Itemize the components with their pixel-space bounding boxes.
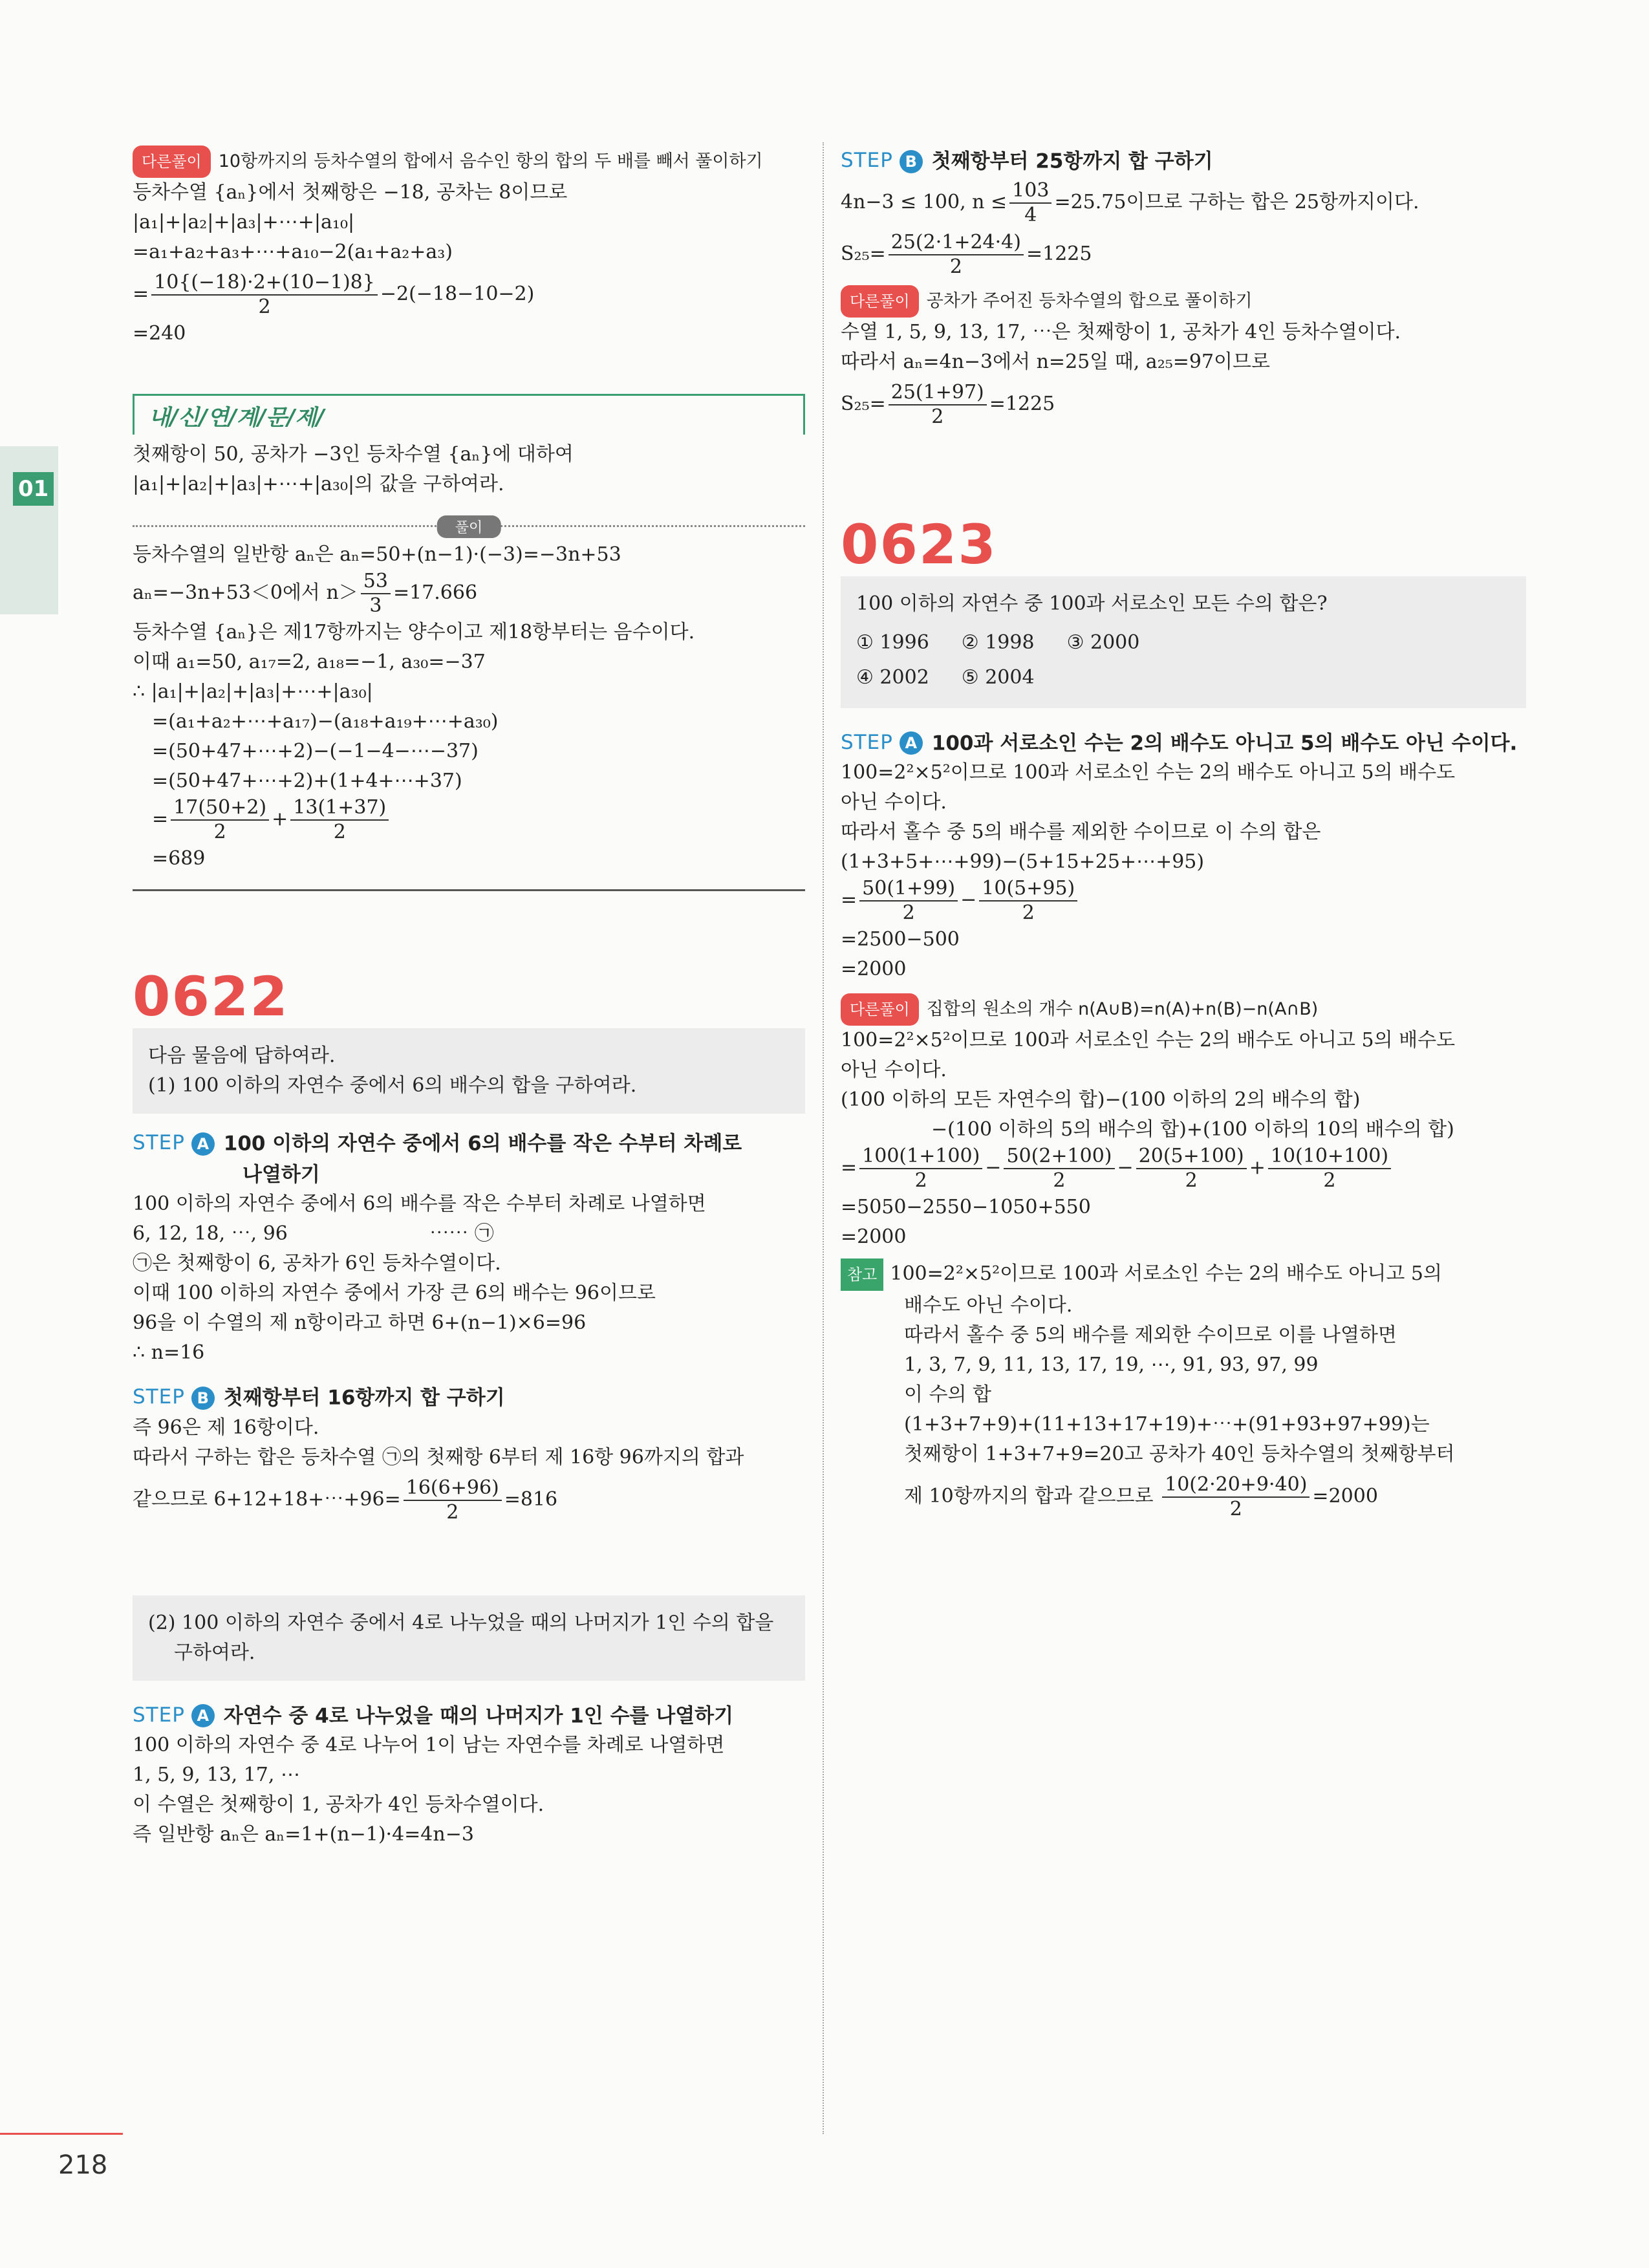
solution-line: =(50+47+⋯+2)+(1+4+⋯+37)	[152, 770, 462, 792]
answer-choices	[856, 625, 1172, 695]
alt-line: 아닌 수이다.	[841, 1059, 947, 1081]
alt-line: 100=2²×5²이므로 100과 서로소인 수는 2의 배수도 아니고 5의 배수도	[841, 1029, 1456, 1052]
step-line: 96을 이 수열의 제 n항이라고 하면 6+(n−1)×6=96	[133, 1312, 587, 1334]
alt-line: 수열 1, 5, 9, 13, 17, ⋯은 첫째항이 1, 공차가 4인 등차수열이다.	[841, 320, 1401, 343]
note-line: 참고 100=2²×5²이므로 100과 서로소인 수는 2의 배수도 아니고 5의	[841, 1258, 1526, 1291]
step-line: 100=2²×5²이므로 100과 서로소인 수는 2의 배수도 아니고 5의 배수도	[841, 761, 1456, 784]
fraction: $\frac{53}{3}$	[361, 570, 391, 618]
step-a-heading: STEP A 자연수 중 4로 나누었을 때의 나머지가 1인 수를 나열하기	[133, 1703, 734, 1727]
alt-solution-badge: 다른풀이	[841, 993, 919, 1026]
note-line: 배수도 아닌 수이다.	[904, 1294, 1073, 1317]
step-line: 즉 일반항 aₙ은 aₙ=1+(n−1)·4=4n−3	[133, 1823, 474, 1846]
step-fraction-line: = $\frac{50(1+99)}{2}$ − $\frac{10(5+95)}{2}$	[841, 877, 1526, 925]
fraction: $\frac{50(1+99)}{2}$	[859, 877, 958, 925]
alt-solution-badge: 다른풀이	[133, 146, 211, 178]
step-a-heading: STEP A 100과 서로소인 수는 2의 배수도 아니고 5의 배수도 아닌 수이다.	[841, 730, 1518, 755]
step-b-heading: STEP B 첫째항부터 25항까지 합 구하기	[841, 149, 1213, 173]
fraction: $\frac{10(5+95)}{2}$	[979, 877, 1077, 925]
note-line: 이 수의 합	[904, 1383, 991, 1406]
fraction: $\frac{50(2+100)}{2}$	[1004, 1145, 1114, 1193]
step-a-heading: STEP A 100 이하의 자연수 중에서 6의 배수를 작은 수부터 차례로	[133, 1131, 742, 1156]
right-column	[841, 146, 1526, 1521]
note-fraction-line: 제 10항까지의 합과 같으므로 $\frac{10(2\cdot 20+9\cdot 40)}{2}$ =2000	[904, 1473, 1378, 1520]
alt-solution-heading: 다른풀이 집합의 원소의 개수 n(A∪B)=n(A)+n(B)−n(A∩B)	[841, 993, 1526, 1026]
step-line: ∴ n=16	[133, 1341, 205, 1364]
alt-result: =240	[133, 322, 186, 345]
note-line: 1, 3, 7, 9, 11, 13, 17, 19, ⋯, 91, 93, 97, 99	[904, 1354, 1319, 1376]
fraction: $\frac{103}{4}$	[1009, 179, 1051, 227]
alt-line: 따라서 aₙ=4n−3에서 n=25일 때, a₂₅=97이므로	[841, 350, 1270, 373]
step-line: =2000	[841, 958, 907, 980]
note-line: 첫째항이 1+3+7+9=20고 공차가 40인 등차수열의 첫째항부터	[904, 1443, 1455, 1465]
alt-line: (100 이하의 모든 자연수의 합)−(100 이하의 2의 배수의 합)	[841, 1088, 1361, 1111]
problem-box-part2	[133, 1595, 805, 1681]
step-line: 100 이하의 자연수 중에서 6의 배수를 작은 수부터 차례로 나열하면	[133, 1193, 706, 1215]
choice-1[interactable]: ① 1996	[856, 631, 929, 654]
related-problem-line: |a₁|+|a₂|+|a₃|+⋯+|a₃₀|의 값을 구하여라.	[133, 473, 504, 495]
fraction: $\frac{100(1+100)}{2}$	[859, 1145, 982, 1193]
related-problem-header	[133, 394, 805, 435]
step-line: 즉 96은 제 16항이다.	[133, 1416, 319, 1439]
alt-line: |a₁|+|a₂|+|a₃|+⋯+|a₁₀|	[133, 211, 355, 233]
step-fraction-line: S₂₅= $\frac{25(2\cdot 1+24\cdot 4)}{2}$ =1225	[841, 230, 1092, 278]
step-b-heading: STEP B 첫째항부터 16항까지 합 구하기	[133, 1385, 505, 1410]
section-rule	[133, 889, 805, 891]
solution-line: aₙ=−3n+53＜0에서 n＞ $\frac{53}{3}$ =17.666	[133, 570, 478, 617]
alt-fraction-line: = $\frac{10\{(-18)\cdot 2+(10-1)8\}}{2}$ −2(−18−10−2)	[133, 271, 535, 318]
fraction: $\frac{10(10+100)}{2}$	[1268, 1145, 1391, 1193]
step-line: 이때 100 이하의 자연수 중에서 가장 큰 6의 배수는 96이므로	[133, 1282, 656, 1304]
alt-fraction-line: S₂₅= $\frac{25(1+97)}{2}$ =1225	[841, 380, 1055, 428]
choice-4[interactable]: ④ 2002	[856, 665, 929, 689]
step-line: ㉠은 첫째항이 6, 공차가 6인 등차수열이다.	[133, 1252, 501, 1275]
alt-solution-badge: 다른풀이	[841, 285, 919, 318]
fraction: $\frac{20(5+100)}{2}$	[1136, 1145, 1247, 1193]
step-line: 1, 5, 9, 13, 17, ⋯	[133, 1764, 300, 1786]
left-column	[133, 146, 805, 1850]
page-number-rule	[0, 2133, 123, 2135]
choice-5[interactable]: ⑤ 2004	[961, 665, 1035, 689]
fraction: $\frac{10(2\cdot 20+9\cdot 40)}{2}$	[1162, 1473, 1310, 1521]
fraction: $\frac{25(1+97)}{2}$	[889, 381, 987, 429]
solution-separator	[133, 520, 805, 536]
solution-result: =689	[152, 847, 206, 870]
chapter-number: 01	[13, 472, 54, 506]
alt-solution-heading: 다른풀이 공차가 주어진 등차수열의 합으로 풀이하기	[841, 285, 1526, 318]
problem-question: 100 이하의 자연수 중 100과 서로소인 모든 수의 합은?	[856, 592, 1328, 615]
fraction: $\frac{17(50+2)}{2}$	[171, 796, 269, 844]
step-line: 따라서 홀수 중 5의 배수를 제외한 수이므로 이 수의 합은	[841, 821, 1321, 843]
solution-line: 등차수열 {aₙ}은 제17항까지는 양수이고 제18항부터는 음수이다.	[133, 621, 695, 643]
fraction: $\frac{16(6+96)}{2}$	[404, 1476, 502, 1524]
column-divider	[823, 142, 824, 2134]
step-fraction-line: 4n−3 ≤ 100, n ≤ $\frac{103}{4}$ =25.75이므로 구하는 합은 25항까지이다.	[841, 178, 1419, 226]
problem-line: 다음 물음에 답하여라.	[148, 1044, 336, 1067]
alt-line: =2000	[841, 1226, 907, 1248]
fraction: $\frac{13(1+37)}{2}$	[290, 796, 389, 844]
solution-line: ∴ |a₁|+|a₂|+|a₃|+⋯+|a₃₀|	[133, 680, 373, 703]
choice-2[interactable]: ② 1998	[961, 631, 1035, 654]
note-line: 따라서 홀수 중 5의 배수를 제외한 수이므로 이를 나열하면	[904, 1324, 1397, 1346]
step-line: =2500−500	[841, 928, 960, 951]
problem-line: 구하여라.	[174, 1641, 255, 1664]
problem-number: 0622	[133, 965, 289, 1028]
fraction: $\frac{10\{(-18)\cdot 2+(10-1)8\}}{2}$	[151, 271, 378, 319]
chapter-side-tab	[0, 446, 58, 614]
alt-fraction-line: = $\frac{100(1+100)}{2}$ − $\frac{50(2+100)}{2}$ − $\frac{20(5+100)}{2}$ + $\frac{10(10+100)}{2}$	[841, 1145, 1526, 1193]
solution-line: =(a₁+a₂+⋯+a₁₇)−(a₁₈+a₁₉+⋯+a₃₀)	[152, 710, 499, 733]
step-line: 따라서 구하는 합은 등차수열 ㉠의 첫째항 6부터 제 16항 96까지의 합과	[133, 1445, 744, 1469]
alt-line: −(100 이하의 5의 배수의 합)+(100 이하의 10의 배수의 합)	[931, 1118, 1454, 1141]
note-line: (1+3+7+9)+(11+13+17+19)+⋯+(91+93+97+99)는	[904, 1413, 1430, 1436]
choice-3[interactable]: ③ 2000	[1066, 631, 1140, 654]
alt-line: 등차수열 {aₙ}에서 첫째항은 −18, 공차는 8이므로	[133, 181, 568, 204]
related-problem-title: 내/신/연/계/문/제/	[149, 405, 325, 431]
alt-line: =a₁+a₂+a₃+⋯+a₁₀−2(a₁+a₂+a₃)	[133, 241, 453, 263]
step-line: 6, 12, 18, ⋯, 96 ⋯⋯ ㉠	[133, 1222, 494, 1245]
problem-line: (1) 100 이하의 자연수 중에서 6의 배수의 합을 구하여라.	[148, 1074, 637, 1097]
step-fraction-line: 같으므로 6+12+18+⋯+96= $\frac{16(6+96)}{2}$ =816	[133, 1476, 558, 1524]
page-number: 218	[58, 2150, 108, 2180]
step-line: 이 수열은 첫째항이 1, 공차가 4인 등차수열이다.	[133, 1793, 544, 1816]
solution-fraction-line: = $\frac{17(50+2)}{2}$ + $\frac{13(1+37)}{2}$	[133, 796, 805, 844]
problem-box	[841, 576, 1526, 708]
problem-box	[133, 1028, 805, 1114]
problem-line: (2) 100 이하의 자연수 중에서 4로 나누었을 때의 나머지가 1인 수의 합을	[148, 1611, 774, 1634]
step-a-heading-cont: 나열하기	[242, 1163, 320, 1186]
step-line: (1+3+5+⋯+99)−(5+15+25+⋯+95)	[841, 850, 1205, 873]
alt-line: =5050−2550−1050+550	[841, 1196, 1091, 1218]
step-line: 100 이하의 자연수 중 4로 나누어 1이 남는 자연수를 차례로 나열하면	[133, 1734, 725, 1756]
alt-solution-heading: 다른풀이 10항까지의 등차수열의 합에서 음수인 항의 합의 두 배를 빼서 풀이하기	[133, 146, 805, 178]
solution-pill: 풀이	[437, 515, 501, 538]
solution-line: 이때 a₁=50, a₁₇=2, a₁₈=−1, a₃₀=−37	[133, 651, 486, 673]
solution-line: =(50+47+⋯+2)−(−1−4−⋯−37)	[152, 740, 479, 762]
related-problem-line: 첫째항이 50, 공차가 −3인 등차수열 {aₙ}에 대하여	[133, 443, 574, 466]
problem-number: 0623	[841, 512, 997, 576]
solution-line: 등차수열의 일반항 aₙ은 aₙ=50+(n−1)·(−3)=−3n+53	[133, 543, 621, 566]
note-badge: 참고	[841, 1258, 883, 1291]
step-line: 아닌 수이다.	[841, 791, 947, 814]
fraction: $\frac{25(2\cdot 1+24\cdot 4)}{2}$	[889, 231, 1024, 279]
